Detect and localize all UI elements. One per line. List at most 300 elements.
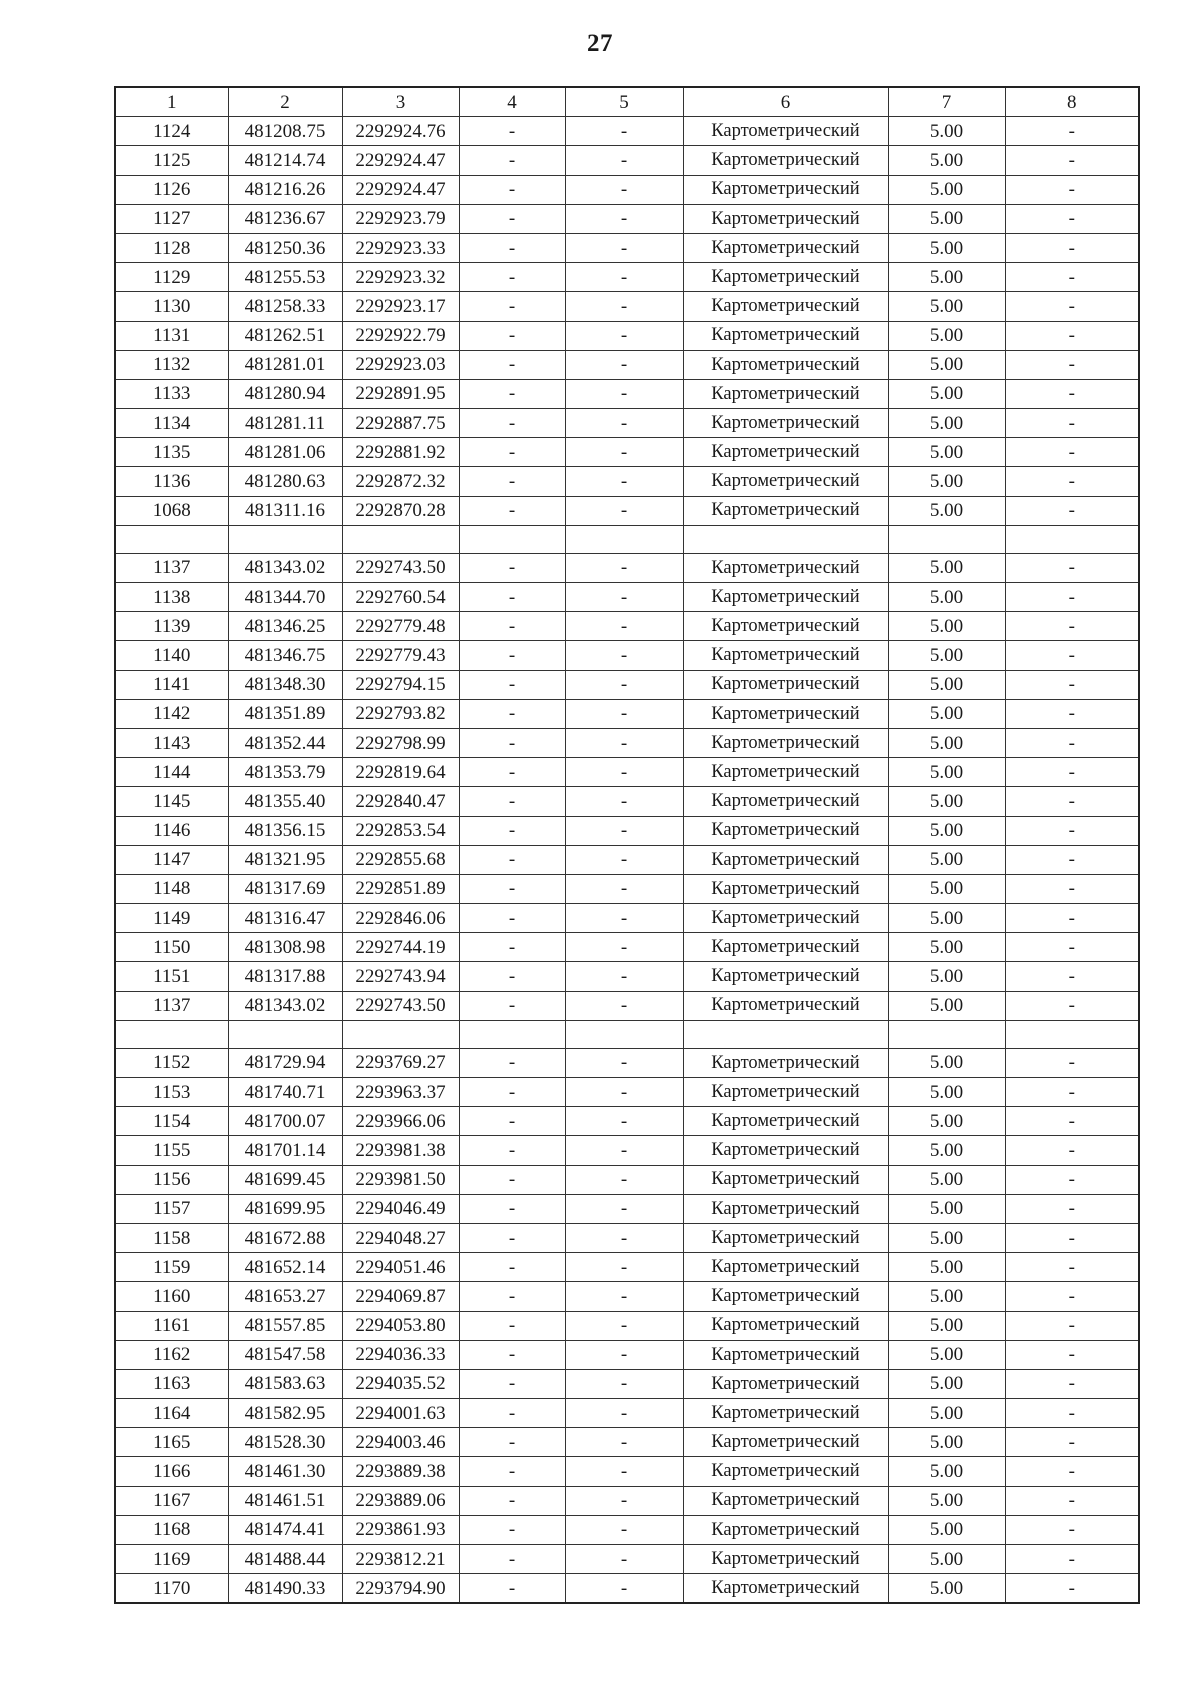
method-cell: Картометрический bbox=[683, 1194, 888, 1223]
column-5-cell: - bbox=[565, 1253, 683, 1282]
column-4-cell: - bbox=[459, 1515, 565, 1544]
column-8-cell: - bbox=[1005, 1428, 1139, 1457]
method-cell: Картометрический bbox=[683, 146, 888, 175]
column-4-cell: - bbox=[459, 904, 565, 933]
x-coordinate-cell: 481356.15 bbox=[228, 816, 342, 845]
column-8-cell: - bbox=[1005, 874, 1139, 903]
method-cell: Картометрический bbox=[683, 991, 888, 1020]
method-cell: Картометрический bbox=[683, 233, 888, 262]
x-coordinate-cell: 481317.69 bbox=[228, 874, 342, 903]
y-coordinate-cell: 2292887.75 bbox=[342, 409, 459, 438]
column-8-cell: - bbox=[1005, 699, 1139, 728]
table-row bbox=[115, 612, 1139, 641]
y-coordinate-cell: 2292872.32 bbox=[342, 467, 459, 496]
x-coordinate-cell: 481214.74 bbox=[228, 146, 342, 175]
column-header: 5 bbox=[565, 87, 683, 117]
table-row bbox=[115, 670, 1139, 699]
column-8-cell: - bbox=[1005, 670, 1139, 699]
method-cell: Картометрический bbox=[683, 1369, 888, 1398]
column-4-cell: - bbox=[459, 1136, 565, 1165]
method-cell: Картометрический bbox=[683, 292, 888, 321]
table-row bbox=[115, 1253, 1139, 1282]
accuracy-cell: 5.00 bbox=[888, 1048, 1005, 1077]
point-number-cell: 1163 bbox=[115, 1369, 228, 1398]
point-number-cell: 1167 bbox=[115, 1486, 228, 1515]
point-number-cell: 1156 bbox=[115, 1165, 228, 1194]
method-cell: Картометрический bbox=[683, 1048, 888, 1077]
column-5-cell: - bbox=[565, 1223, 683, 1252]
column-5-cell: - bbox=[565, 641, 683, 670]
accuracy-cell: 5.00 bbox=[888, 1399, 1005, 1428]
column-4-cell: - bbox=[459, 1078, 565, 1107]
column-5-cell: - bbox=[565, 1165, 683, 1194]
column-5-cell: - bbox=[565, 1515, 683, 1544]
method-cell: Картометрический bbox=[683, 438, 888, 467]
point-number-cell: 1170 bbox=[115, 1574, 228, 1604]
table-header bbox=[115, 87, 1139, 117]
y-coordinate-cell: 2292851.89 bbox=[342, 874, 459, 903]
column-5-cell: - bbox=[565, 1428, 683, 1457]
column-4-cell: - bbox=[459, 146, 565, 175]
column-8-cell bbox=[1005, 1020, 1139, 1048]
method-cell: Картометрический bbox=[683, 612, 888, 641]
table-row bbox=[115, 146, 1139, 175]
column-5-cell: - bbox=[565, 1311, 683, 1340]
point-number-cell: 1157 bbox=[115, 1194, 228, 1223]
method-cell: Картометрический bbox=[683, 670, 888, 699]
table-row bbox=[115, 816, 1139, 845]
column-5-cell bbox=[565, 525, 683, 553]
table-row bbox=[115, 1369, 1139, 1398]
accuracy-cell: 5.00 bbox=[888, 874, 1005, 903]
table-row bbox=[115, 1399, 1139, 1428]
y-coordinate-cell bbox=[342, 1020, 459, 1048]
accuracy-cell: 5.00 bbox=[888, 612, 1005, 641]
x-coordinate-cell: 481652.14 bbox=[228, 1253, 342, 1282]
table-row bbox=[115, 1457, 1139, 1486]
point-number-cell: 1134 bbox=[115, 409, 228, 438]
accuracy-cell: 5.00 bbox=[888, 1136, 1005, 1165]
point-number-cell: 1130 bbox=[115, 292, 228, 321]
column-5-cell: - bbox=[565, 117, 683, 146]
x-coordinate-cell: 481490.33 bbox=[228, 1574, 342, 1604]
x-coordinate-cell: 481281.06 bbox=[228, 438, 342, 467]
point-number-cell: 1147 bbox=[115, 845, 228, 874]
point-number-cell: 1150 bbox=[115, 933, 228, 962]
column-5-cell: - bbox=[565, 321, 683, 350]
column-5-cell: - bbox=[565, 787, 683, 816]
point-number-cell: 1137 bbox=[115, 991, 228, 1020]
y-coordinate-cell: 2292760.54 bbox=[342, 583, 459, 612]
accuracy-cell: 5.00 bbox=[888, 553, 1005, 582]
method-cell: Картометрический bbox=[683, 962, 888, 991]
column-5-cell: - bbox=[565, 1078, 683, 1107]
table-row bbox=[115, 350, 1139, 379]
y-coordinate-cell: 2292743.94 bbox=[342, 962, 459, 991]
y-coordinate-cell: 2294001.63 bbox=[342, 1399, 459, 1428]
method-cell: Картометрический bbox=[683, 496, 888, 525]
column-4-cell: - bbox=[459, 1369, 565, 1398]
table-row bbox=[115, 409, 1139, 438]
method-cell: Картометрический bbox=[683, 1515, 888, 1544]
y-coordinate-cell: 2293963.37 bbox=[342, 1078, 459, 1107]
y-coordinate-cell: 2292855.68 bbox=[342, 845, 459, 874]
point-number-cell: 1148 bbox=[115, 874, 228, 903]
x-coordinate-cell: 481583.63 bbox=[228, 1369, 342, 1398]
column-5-cell: - bbox=[565, 728, 683, 757]
table-row bbox=[115, 583, 1139, 612]
accuracy-cell: 5.00 bbox=[888, 263, 1005, 292]
column-5-cell: - bbox=[565, 1340, 683, 1369]
y-coordinate-cell: 2294036.33 bbox=[342, 1340, 459, 1369]
column-4-cell: - bbox=[459, 874, 565, 903]
y-coordinate-cell: 2294035.52 bbox=[342, 1369, 459, 1398]
y-coordinate-cell: 2294053.80 bbox=[342, 1311, 459, 1340]
column-5-cell: - bbox=[565, 1369, 683, 1398]
table-row bbox=[115, 467, 1139, 496]
accuracy-cell: 5.00 bbox=[888, 175, 1005, 204]
point-number-cell bbox=[115, 525, 228, 553]
table-row bbox=[115, 991, 1139, 1020]
accuracy-cell: 5.00 bbox=[888, 379, 1005, 408]
y-coordinate-cell: 2294046.49 bbox=[342, 1194, 459, 1223]
column-4-cell: - bbox=[459, 292, 565, 321]
x-coordinate-cell: 481528.30 bbox=[228, 1428, 342, 1457]
table-row bbox=[115, 787, 1139, 816]
method-cell: Картометрический bbox=[683, 467, 888, 496]
x-coordinate-cell: 481311.16 bbox=[228, 496, 342, 525]
x-coordinate-cell: 481317.88 bbox=[228, 962, 342, 991]
column-8-cell: - bbox=[1005, 583, 1139, 612]
column-8-cell: - bbox=[1005, 1486, 1139, 1515]
column-4-cell: - bbox=[459, 670, 565, 699]
column-4-cell: - bbox=[459, 1486, 565, 1515]
accuracy-cell: 5.00 bbox=[888, 146, 1005, 175]
column-4-cell: - bbox=[459, 1165, 565, 1194]
accuracy-cell: 5.00 bbox=[888, 1574, 1005, 1604]
column-8-cell: - bbox=[1005, 117, 1139, 146]
column-8-cell: - bbox=[1005, 263, 1139, 292]
column-8-cell: - bbox=[1005, 1282, 1139, 1311]
accuracy-cell: 5.00 bbox=[888, 117, 1005, 146]
column-8-cell: - bbox=[1005, 728, 1139, 757]
accuracy-cell: 5.00 bbox=[888, 1194, 1005, 1223]
column-8-cell: - bbox=[1005, 1340, 1139, 1369]
method-cell: Картометрический bbox=[683, 1253, 888, 1282]
column-4-cell: - bbox=[459, 1107, 565, 1136]
column-5-cell: - bbox=[565, 1545, 683, 1574]
table-row bbox=[115, 962, 1139, 991]
y-coordinate-cell: 2292744.19 bbox=[342, 933, 459, 962]
column-8-cell: - bbox=[1005, 292, 1139, 321]
point-number-cell: 1160 bbox=[115, 1282, 228, 1311]
column-4-cell: - bbox=[459, 1428, 565, 1457]
column-8-cell: - bbox=[1005, 233, 1139, 262]
page-number: 27 bbox=[587, 30, 613, 57]
column-8-cell: - bbox=[1005, 1574, 1139, 1604]
column-8-cell: - bbox=[1005, 962, 1139, 991]
point-number-cell: 1126 bbox=[115, 175, 228, 204]
header-row bbox=[115, 87, 1139, 117]
column-4-cell: - bbox=[459, 1223, 565, 1252]
point-number-cell: 1124 bbox=[115, 117, 228, 146]
method-cell: Картометрический bbox=[683, 553, 888, 582]
y-coordinate-cell: 2292853.54 bbox=[342, 816, 459, 845]
table-row bbox=[115, 699, 1139, 728]
column-5-cell: - bbox=[565, 175, 683, 204]
accuracy-cell: 5.00 bbox=[888, 904, 1005, 933]
method-cell: Картометрический bbox=[683, 1457, 888, 1486]
x-coordinate-cell: 481343.02 bbox=[228, 991, 342, 1020]
table-row bbox=[115, 933, 1139, 962]
x-coordinate-cell: 481701.14 bbox=[228, 1136, 342, 1165]
method-cell: Картометрический bbox=[683, 1282, 888, 1311]
x-coordinate-cell: 481255.53 bbox=[228, 263, 342, 292]
column-4-cell: - bbox=[459, 1048, 565, 1077]
y-coordinate-cell: 2292870.28 bbox=[342, 496, 459, 525]
x-coordinate-cell: 481343.02 bbox=[228, 553, 342, 582]
column-4-cell bbox=[459, 525, 565, 553]
y-coordinate-cell: 2293794.90 bbox=[342, 1574, 459, 1604]
column-8-cell: - bbox=[1005, 496, 1139, 525]
x-coordinate-cell: 481353.79 bbox=[228, 758, 342, 787]
accuracy-cell: 5.00 bbox=[888, 670, 1005, 699]
column-4-cell: - bbox=[459, 117, 565, 146]
table-row bbox=[115, 845, 1139, 874]
point-number-cell: 1135 bbox=[115, 438, 228, 467]
column-header: 3 bbox=[342, 87, 459, 117]
column-8-cell: - bbox=[1005, 1253, 1139, 1282]
table-row bbox=[115, 1574, 1139, 1604]
y-coordinate-cell: 2293981.38 bbox=[342, 1136, 459, 1165]
column-header: 6 bbox=[683, 87, 888, 117]
accuracy-cell: 5.00 bbox=[888, 350, 1005, 379]
accuracy-cell: 5.00 bbox=[888, 787, 1005, 816]
column-8-cell: - bbox=[1005, 1457, 1139, 1486]
column-8-cell: - bbox=[1005, 933, 1139, 962]
column-4-cell bbox=[459, 1020, 565, 1048]
column-5-cell: - bbox=[565, 583, 683, 612]
table-row bbox=[115, 321, 1139, 350]
table-row bbox=[115, 641, 1139, 670]
x-coordinate-cell: 481355.40 bbox=[228, 787, 342, 816]
column-header: 7 bbox=[888, 87, 1005, 117]
point-number-cell: 1144 bbox=[115, 758, 228, 787]
table-row bbox=[115, 438, 1139, 467]
column-5-cell: - bbox=[565, 816, 683, 845]
accuracy-cell: 5.00 bbox=[888, 699, 1005, 728]
accuracy-cell: 5.00 bbox=[888, 583, 1005, 612]
y-coordinate-cell: 2292923.03 bbox=[342, 350, 459, 379]
point-number-cell: 1133 bbox=[115, 379, 228, 408]
point-number-cell: 1162 bbox=[115, 1340, 228, 1369]
accuracy-cell: 5.00 bbox=[888, 991, 1005, 1020]
table-row bbox=[115, 117, 1139, 146]
y-coordinate-cell: 2292793.82 bbox=[342, 699, 459, 728]
column-4-cell: - bbox=[459, 438, 565, 467]
accuracy-cell: 5.00 bbox=[888, 1311, 1005, 1340]
table-row bbox=[115, 379, 1139, 408]
table-row bbox=[115, 1340, 1139, 1369]
y-coordinate-cell: 2292924.47 bbox=[342, 175, 459, 204]
x-coordinate-cell: 481280.94 bbox=[228, 379, 342, 408]
table-row bbox=[115, 904, 1139, 933]
y-coordinate-cell: 2292924.47 bbox=[342, 146, 459, 175]
x-coordinate-cell: 481258.33 bbox=[228, 292, 342, 321]
method-cell: Картометрический bbox=[683, 1078, 888, 1107]
point-number-cell: 1137 bbox=[115, 553, 228, 582]
accuracy-cell: 5.00 bbox=[888, 728, 1005, 757]
method-cell: Картометрический bbox=[683, 204, 888, 233]
y-coordinate-cell: 2292819.64 bbox=[342, 758, 459, 787]
point-number-cell: 1146 bbox=[115, 816, 228, 845]
column-5-cell bbox=[565, 1020, 683, 1048]
column-4-cell: - bbox=[459, 1194, 565, 1223]
x-coordinate-cell: 481346.25 bbox=[228, 612, 342, 641]
point-number-cell: 1143 bbox=[115, 728, 228, 757]
table-row bbox=[115, 1311, 1139, 1340]
column-4-cell: - bbox=[459, 233, 565, 262]
column-8-cell: - bbox=[1005, 904, 1139, 933]
x-coordinate-cell bbox=[228, 1020, 342, 1048]
accuracy-cell: 5.00 bbox=[888, 1165, 1005, 1194]
point-number-cell: 1131 bbox=[115, 321, 228, 350]
column-8-cell bbox=[1005, 525, 1139, 553]
point-number-cell: 1132 bbox=[115, 350, 228, 379]
y-coordinate-cell: 2293889.06 bbox=[342, 1486, 459, 1515]
x-coordinate-cell: 481321.95 bbox=[228, 845, 342, 874]
point-number-cell: 1154 bbox=[115, 1107, 228, 1136]
accuracy-cell: 5.00 bbox=[888, 467, 1005, 496]
x-coordinate-cell: 481216.26 bbox=[228, 175, 342, 204]
y-coordinate-cell: 2292779.43 bbox=[342, 641, 459, 670]
x-coordinate-cell: 481280.63 bbox=[228, 467, 342, 496]
accuracy-cell: 5.00 bbox=[888, 1078, 1005, 1107]
table-row bbox=[115, 204, 1139, 233]
column-8-cell: - bbox=[1005, 1369, 1139, 1398]
method-cell: Картометрический bbox=[683, 1311, 888, 1340]
column-5-cell: - bbox=[565, 438, 683, 467]
method-cell: Картометрический bbox=[683, 409, 888, 438]
x-coordinate-cell: 481672.88 bbox=[228, 1223, 342, 1252]
y-coordinate-cell: 2293889.38 bbox=[342, 1457, 459, 1486]
y-coordinate-cell: 2293966.06 bbox=[342, 1107, 459, 1136]
table-row bbox=[115, 1428, 1139, 1457]
accuracy-cell: 5.00 bbox=[888, 1545, 1005, 1574]
column-4-cell: - bbox=[459, 787, 565, 816]
table-row bbox=[115, 1165, 1139, 1194]
column-8-cell: - bbox=[1005, 816, 1139, 845]
y-coordinate-cell: 2292923.33 bbox=[342, 233, 459, 262]
column-8-cell: - bbox=[1005, 379, 1139, 408]
x-coordinate-cell: 481461.30 bbox=[228, 1457, 342, 1486]
y-coordinate-cell: 2292923.17 bbox=[342, 292, 459, 321]
column-4-cell: - bbox=[459, 612, 565, 641]
y-coordinate-cell: 2292891.95 bbox=[342, 379, 459, 408]
accuracy-cell: 5.00 bbox=[888, 292, 1005, 321]
accuracy-cell: 5.00 bbox=[888, 1223, 1005, 1252]
column-5-cell: - bbox=[565, 758, 683, 787]
point-number-cell: 1152 bbox=[115, 1048, 228, 1077]
y-coordinate-cell: 2292840.47 bbox=[342, 787, 459, 816]
table-row bbox=[115, 496, 1139, 525]
point-number-cell: 1153 bbox=[115, 1078, 228, 1107]
accuracy-cell: 5.00 bbox=[888, 321, 1005, 350]
column-4-cell: - bbox=[459, 1340, 565, 1369]
method-cell: Картометрический bbox=[683, 263, 888, 292]
point-number-cell: 1136 bbox=[115, 467, 228, 496]
table-row bbox=[115, 1048, 1139, 1077]
point-number-cell: 1142 bbox=[115, 699, 228, 728]
column-header: 8 bbox=[1005, 87, 1139, 117]
column-8-cell: - bbox=[1005, 553, 1139, 582]
column-8-cell: - bbox=[1005, 1311, 1139, 1340]
column-header: 1 bbox=[115, 87, 228, 117]
column-5-cell: - bbox=[565, 962, 683, 991]
method-cell: Картометрический bbox=[683, 1136, 888, 1165]
column-8-cell: - bbox=[1005, 1078, 1139, 1107]
column-8-cell: - bbox=[1005, 409, 1139, 438]
y-coordinate-cell: 2292743.50 bbox=[342, 553, 459, 582]
column-4-cell: - bbox=[459, 1399, 565, 1428]
point-number-cell: 1138 bbox=[115, 583, 228, 612]
point-number-cell: 1141 bbox=[115, 670, 228, 699]
method-cell: Картометрический bbox=[683, 117, 888, 146]
column-5-cell: - bbox=[565, 1282, 683, 1311]
x-coordinate-cell: 481352.44 bbox=[228, 728, 342, 757]
column-4-cell: - bbox=[459, 263, 565, 292]
y-coordinate-cell: 2293812.21 bbox=[342, 1545, 459, 1574]
accuracy-cell: 5.00 bbox=[888, 1340, 1005, 1369]
column-8-cell: - bbox=[1005, 758, 1139, 787]
table-row bbox=[115, 874, 1139, 903]
accuracy-cell: 5.00 bbox=[888, 1515, 1005, 1544]
x-coordinate-cell: 481281.01 bbox=[228, 350, 342, 379]
column-5-cell: - bbox=[565, 553, 683, 582]
column-4-cell: - bbox=[459, 991, 565, 1020]
x-coordinate-cell: 481653.27 bbox=[228, 1282, 342, 1311]
method-cell: Картометрический bbox=[683, 874, 888, 903]
column-4-cell: - bbox=[459, 1574, 565, 1604]
method-cell: Картометрический bbox=[683, 904, 888, 933]
method-cell: Картометрический bbox=[683, 1545, 888, 1574]
method-cell: Картометрический bbox=[683, 1107, 888, 1136]
method-cell: Картометрический bbox=[683, 1399, 888, 1428]
method-cell: Картометрический bbox=[683, 379, 888, 408]
column-4-cell: - bbox=[459, 699, 565, 728]
x-coordinate-cell: 481699.95 bbox=[228, 1194, 342, 1223]
column-5-cell: - bbox=[565, 1399, 683, 1428]
column-header: 2 bbox=[228, 87, 342, 117]
column-4-cell: - bbox=[459, 467, 565, 496]
point-number-cell: 1165 bbox=[115, 1428, 228, 1457]
accuracy-cell: 5.00 bbox=[888, 1369, 1005, 1398]
column-5-cell: - bbox=[565, 1457, 683, 1486]
accuracy-cell: 5.00 bbox=[888, 1457, 1005, 1486]
x-coordinate-cell: 481700.07 bbox=[228, 1107, 342, 1136]
y-coordinate-cell: 2292922.79 bbox=[342, 321, 459, 350]
accuracy-cell: 5.00 bbox=[888, 816, 1005, 845]
y-coordinate-cell: 2292779.48 bbox=[342, 612, 459, 641]
column-4-cell: - bbox=[459, 1311, 565, 1340]
accuracy-cell: 5.00 bbox=[888, 1486, 1005, 1515]
x-coordinate-cell: 481740.71 bbox=[228, 1078, 342, 1107]
method-cell: Картометрический bbox=[683, 350, 888, 379]
column-5-cell: - bbox=[565, 350, 683, 379]
column-8-cell: - bbox=[1005, 1399, 1139, 1428]
column-4-cell: - bbox=[459, 1253, 565, 1282]
column-4-cell: - bbox=[459, 1282, 565, 1311]
